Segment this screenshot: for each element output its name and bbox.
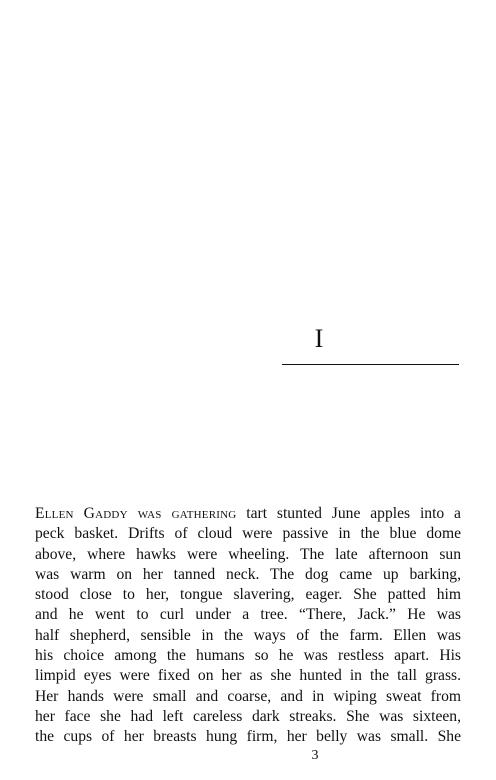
text-line: limpid eyes were fixed on her as she hunted in the tall grass.	[35, 667, 461, 685]
text-line: half shepherd, sensible in the ways of the farm. Ellen was	[35, 626, 461, 644]
text-line: the cups of her breasts hung firm, her belly was small. She	[35, 728, 461, 746]
opening-smallcaps: Ellen Gaddy was gathering	[35, 505, 237, 522]
body-paragraph	[35, 504, 461, 748]
text-line: stood close to her, tongue slavering, eager. She patted him	[35, 586, 461, 604]
text-line	[35, 504, 461, 524]
text-line: above, where hawks were wheeling. The late afternoon sun	[35, 545, 461, 563]
chapter-number: I	[314, 324, 324, 353]
text-line: Her hands were small and coarse, and in wiping sweat from	[35, 687, 461, 705]
text-line: peck basket. Drifts of cloud were passive in the blue dome	[35, 525, 461, 543]
text-line: was warm on her tanned neck. The dog came up barking,	[35, 565, 461, 583]
text-line-fragment: tart stunted June apples into a	[236, 505, 461, 522]
page-number: 3	[311, 748, 319, 763]
text-line: his choice among the humans so he was restless apart. His	[35, 647, 461, 665]
chapter-rule	[282, 364, 459, 365]
text-line: and he went to curl under a tree. “There, Jack.” He was	[35, 606, 461, 624]
text-line: her face she had left careless dark streaks. She was sixteen,	[35, 707, 461, 725]
